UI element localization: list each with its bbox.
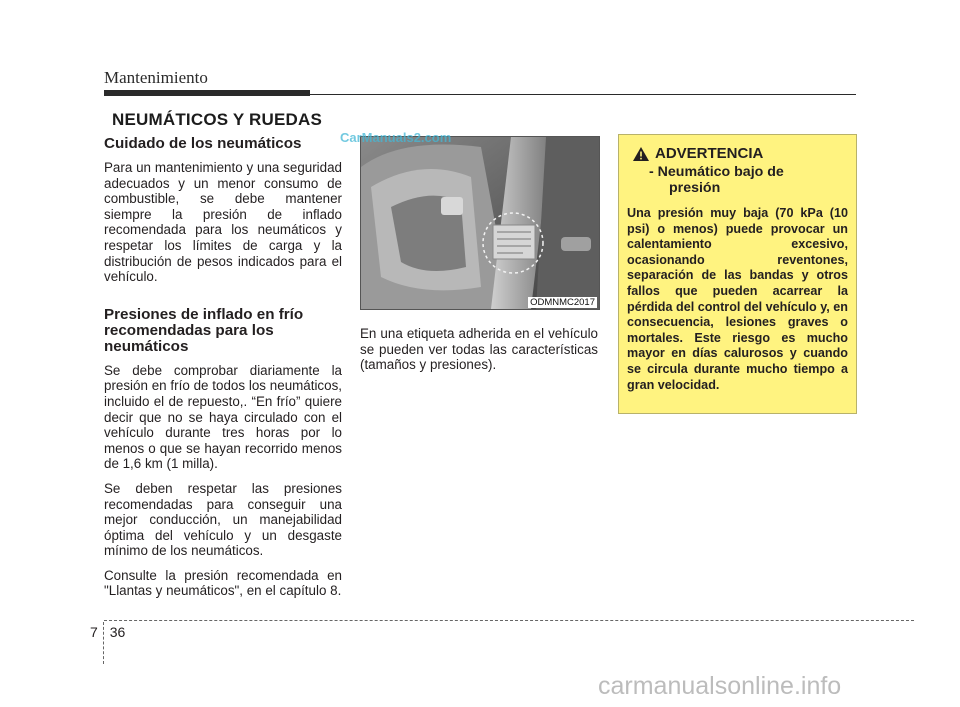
warning-triangle-icon [633, 147, 649, 161]
warning-subtitle [649, 164, 848, 196]
figure-caption: En una etiqueta adherida en el vehículo se pueden ver todas las características (tamaños y presiones). [360, 326, 598, 373]
page-number-value: 36 [109, 624, 126, 640]
paragraph-recommended-pressure: Se deben respetar las presiones recomendadas para conseguir una mejor conducción, un manejabilidad óptima del vehículo y un desgaste mínimo de los neumáticos. [104, 480, 342, 559]
door-pillar-illustration [361, 137, 599, 309]
watermark-carmanuals2[interactable]: CarManuals2.com [340, 130, 452, 145]
warning-header [633, 145, 848, 162]
left-column [104, 136, 342, 608]
paragraph-see-chapter: Consulte la presión recomendada en "Llantas y neumáticos", en el capítulo 8. [104, 567, 342, 599]
chapter-number: 7 [90, 624, 98, 640]
figure-code: ODMNMC2017 [530, 297, 595, 308]
warning-title: ADVERTENCIA [655, 145, 764, 162]
paragraph-tire-care: Para un mantenimiento y una seguridad adecuados y un menor consumo de combustible, se debe mantener siempre la presión de inflado recomendada para los neumáticos y respetar los límites de carga y la distribución de pesos indicados para el vehículo. [104, 160, 342, 285]
page-number [90, 624, 125, 640]
tire-label-photo [360, 136, 600, 310]
heading-cold-pressure: Presiones de inflado en frío recomendadas para los neumáticos [104, 305, 304, 355]
warning-subtitle-line2: presión [669, 180, 721, 196]
footer-watermark[interactable]: carmanualsonline.info [598, 672, 842, 700]
header-title: Mantenimiento [104, 68, 208, 87]
header-rule-thin [310, 94, 856, 95]
paragraph-cold-pressure: Se debe comprobar diariamente la presión en frío de todos los neumáticos, incluido el de repuesto,. “En frío” quiere decir que no se haya circulado con el vehículo durante tres horas por lo menos o que se hayan recorrido menos de 1,6 km (1 milla). [104, 362, 342, 472]
footer-rule [104, 620, 914, 621]
warning-text: Una presión muy baja (70 kPa (10 psi) o menos) puede provocar un calentamiento excesivo, ocasionando reventones, separación de las bandas y otros fallos que pueden acarrear la pérdida del control del vehículo y, en consecuencia, lesiones graves o mortales. Este riesgo es mucho mayor en días calurosos y cuando se circula durante mucho tiempo a gran velocidad. [627, 206, 848, 392]
warning-box [618, 134, 857, 414]
heading-tire-care: Cuidado de los neumáticos [104, 135, 302, 152]
header-rule-thick [104, 90, 310, 96]
figure-caption-column [360, 326, 598, 382]
section-title: NEUMÁTICOS Y RUEDAS [112, 110, 323, 129]
warning-subtitle-line1: - Neumático bajo de [649, 164, 784, 180]
